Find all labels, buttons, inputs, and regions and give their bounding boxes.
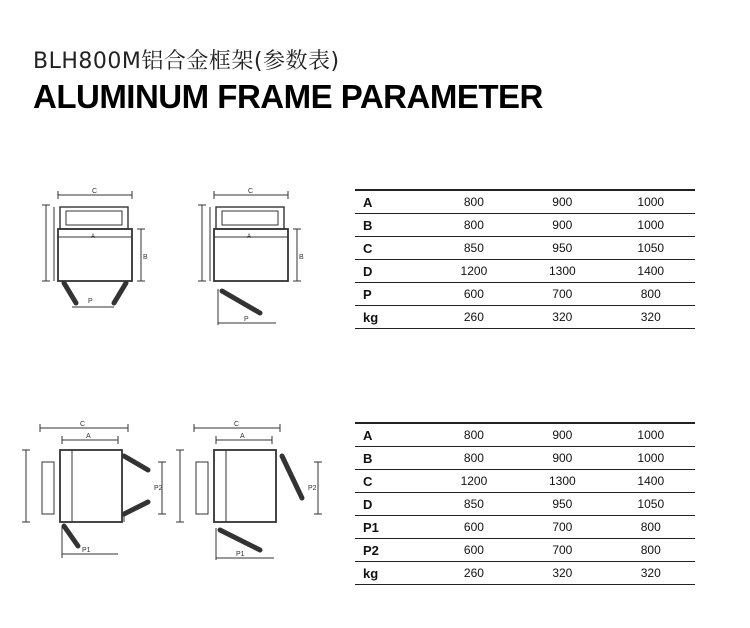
table-row (355, 493, 695, 516)
cell-value: 1050 (607, 237, 695, 260)
svg-text:P2: P2 (154, 485, 163, 492)
row-label: C (355, 470, 430, 493)
row-label: A (355, 423, 430, 447)
row-label: B (355, 214, 430, 237)
table-row (355, 447, 695, 470)
cell-value: 900 (518, 423, 606, 447)
cell-value: 950 (518, 493, 606, 516)
frame-diagram-2 (196, 185, 311, 325)
cell-value: 800 (607, 539, 695, 562)
cell-value: 1000 (607, 423, 695, 447)
cell-value: 1300 (518, 260, 606, 283)
svg-text:A: A (91, 234, 96, 240)
cell-value: 800 (430, 190, 518, 214)
cell-value: 800 (430, 214, 518, 237)
table-row (355, 237, 695, 260)
svg-text:P: P (88, 298, 93, 305)
svg-text:A: A (240, 433, 245, 440)
row-label: D (355, 493, 430, 516)
cell-value: 850 (430, 237, 518, 260)
cell-value: 1050 (607, 493, 695, 516)
cell-value: 320 (518, 306, 606, 329)
cell-value: 320 (518, 562, 606, 585)
cell-value: 600 (430, 516, 518, 539)
cell-value: 700 (518, 283, 606, 306)
svg-text:B: B (143, 254, 148, 261)
cell-value: 320 (607, 306, 695, 329)
cell-value: 800 (430, 423, 518, 447)
table-row (355, 260, 695, 283)
cell-value: 1000 (607, 447, 695, 470)
table-row (355, 470, 695, 493)
cell-value: 900 (518, 447, 606, 470)
table-row (355, 190, 695, 214)
svg-text:A: A (86, 433, 91, 440)
cell-value: 850 (430, 493, 518, 516)
svg-text:B: B (299, 254, 304, 261)
cell-value: 700 (518, 539, 606, 562)
svg-text:C: C (248, 188, 254, 195)
cell-value: 600 (430, 283, 518, 306)
cell-value: 800 (607, 516, 695, 539)
svg-text:P1: P1 (236, 551, 245, 558)
svg-text:P1: P1 (82, 547, 91, 554)
row-label: P (355, 283, 430, 306)
cell-value: 800 (607, 283, 695, 306)
frame-diagram-3 (20, 418, 175, 563)
svg-text:C: C (234, 421, 240, 428)
row-label: C (355, 237, 430, 260)
row-label: D (355, 260, 430, 283)
table-row (355, 539, 695, 562)
cell-value: 900 (518, 190, 606, 214)
cell-value: 900 (518, 214, 606, 237)
cell-value: 1400 (607, 470, 695, 493)
table-row (355, 562, 695, 585)
parameter-table-1 (355, 189, 695, 329)
cell-value: 320 (607, 562, 695, 585)
cell-value: 1200 (430, 470, 518, 493)
frame-diagram-1 (40, 185, 155, 320)
row-label: B (355, 447, 430, 470)
page-subtitle: BLH800M铝合金框架(参数表) (33, 49, 340, 74)
cell-value: 1000 (607, 190, 695, 214)
row-label: P1 (355, 516, 430, 539)
parameter-table-2 (355, 422, 695, 585)
row-label: kg (355, 306, 430, 329)
page-title: ALUMINUM FRAME PARAMETER (33, 78, 543, 115)
row-label: P2 (355, 539, 430, 562)
row-label: kg (355, 562, 430, 585)
cell-value: 260 (430, 562, 518, 585)
svg-text:P: P (244, 316, 249, 323)
cell-value: 950 (518, 237, 606, 260)
svg-text:A: A (247, 234, 252, 240)
cell-value: 600 (430, 539, 518, 562)
cell-value: 1200 (430, 260, 518, 283)
table-row (355, 516, 695, 539)
cell-value: 1400 (607, 260, 695, 283)
cell-value: 1000 (607, 214, 695, 237)
cell-value: 800 (430, 447, 518, 470)
svg-text:P2: P2 (308, 485, 317, 492)
cell-value: 1300 (518, 470, 606, 493)
svg-text:C: C (92, 188, 98, 195)
svg-text:C: C (80, 421, 86, 428)
cell-value: 260 (430, 306, 518, 329)
table-row (355, 214, 695, 237)
frame-diagram-4 (170, 418, 325, 563)
table-row (355, 423, 695, 447)
table-row (355, 306, 695, 329)
row-label: A (355, 190, 430, 214)
cell-value: 700 (518, 516, 606, 539)
table-row (355, 283, 695, 306)
